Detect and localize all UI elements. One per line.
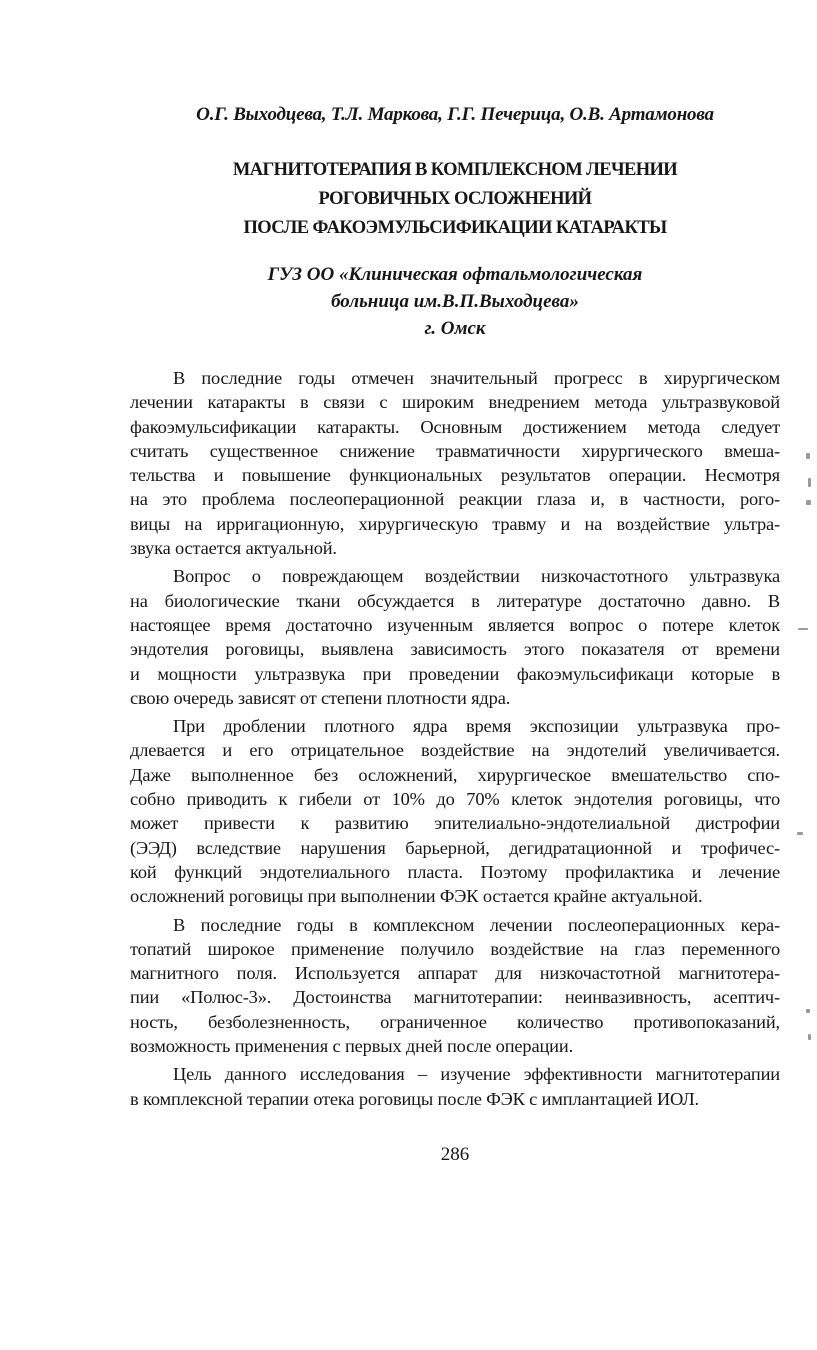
text-line: тельства и повышение функциональных результатов операции. Несмотря xyxy=(130,465,780,486)
scan-artifact xyxy=(797,832,803,835)
text-line: пии «Полюс-3». Достоинства магнитотерапии: неинвазивность, асептич- xyxy=(130,987,780,1008)
scan-artifact xyxy=(808,1034,811,1040)
affiliation xyxy=(180,261,730,342)
scan-artifact xyxy=(808,478,811,487)
text-line: эндотелия роговицы, выявлена зависимость этого показателя от времени xyxy=(130,639,780,660)
paragraph-3 xyxy=(130,714,780,908)
article-title xyxy=(150,156,760,243)
text-line: ность, безболезненность, ограниченное количество противопоказаний, xyxy=(130,1011,780,1032)
text-line: считать существенное снижение травматичности хирургического вмеша- xyxy=(130,440,780,461)
page-number: 286 xyxy=(440,1144,470,1165)
text-line: настоящее время достаточно изученным является вопрос о потере клеток xyxy=(130,614,780,635)
text-line: Даже выполненное без осложнений, хирургическое вмешательство спо- xyxy=(130,764,780,785)
text-line: возможность применения с первых дней после операции. xyxy=(130,1036,574,1057)
article-body xyxy=(130,366,780,1115)
text-line: кой функций эндотелиального пласта. Поэтому профилактика и лечение xyxy=(130,861,780,882)
text-line: Цель данного исследования – изучение эффективности магнитотерапии xyxy=(173,1064,780,1085)
scan-artifact xyxy=(806,1009,810,1013)
text-line: В последние годы отмечен значительный прогресс в хирургическом xyxy=(173,368,780,388)
text-line: магнитного поля. Используется аппарат для низкочастотной магнитотера- xyxy=(130,963,780,984)
text-line: свою очередь зависят от степени плотности ядра. xyxy=(130,687,511,708)
text-line: на это проблема послеоперационной реакции глаза и, в частности, рого- xyxy=(130,489,780,510)
text-line: При дроблении плотного ядра время экспозиции ультразвука про- xyxy=(173,716,780,737)
text-line: на биологические ткани обсуждается в литературе достаточно давно. В xyxy=(130,590,780,611)
scan-artifact xyxy=(806,500,811,505)
text-line: (ЭЭД) вследствие нарушения барьерной, дегидратационной и трофичес- xyxy=(130,837,780,858)
text-line: вицы на ирригационную, хирургическую травму и на воздействие ультра- xyxy=(130,513,780,534)
text-line: может привести к развитию эпителиально-эндотелиальной дистрофии xyxy=(130,813,780,834)
text-line: и мощности ультразвука при проведении факоэмульсификаци которые в xyxy=(130,663,780,684)
text-line: в комплексной терапии отека роговицы после ФЭК с имплантацией ИОЛ. xyxy=(130,1088,699,1109)
title-line: ПОСЛЕ ФАКОЭМУЛЬСИФИКАЦИИ КАТАРАКТЫ xyxy=(243,218,667,238)
paragraph-2 xyxy=(130,564,780,710)
text-line: длевается и его отрицательное воздействие на эндотелий увеличивается. xyxy=(130,740,780,761)
affiliation-city: г. Омск xyxy=(424,318,486,339)
scan-artifact xyxy=(806,453,810,459)
scan-artifact xyxy=(798,628,808,630)
paragraph-5 xyxy=(130,1062,780,1111)
paragraph-4 xyxy=(130,913,780,1059)
authors-line: О.Г. Выходцева, Т.Л. Маркова, Г.Г. Печерица, О.В. Артамонова xyxy=(196,104,714,125)
text-line: осложнений роговицы при выполнении ФЭК остается крайне актуальной. xyxy=(130,886,703,907)
affiliation-line: ГУЗ ОО «Клиническая офтальмологическая xyxy=(267,264,643,285)
paragraph-1 xyxy=(130,366,780,560)
text-line: факоэмульсификации катаракты. Основным достижением метода следует xyxy=(130,416,780,437)
text-line: лечении катаракты в связи с широким внедрением метода ультразвуковой xyxy=(130,392,780,413)
text-line: топатий широкое применение получило воздействие на глаз переменного xyxy=(130,938,780,959)
affiliation-line: больница им.В.П.Выходцева» xyxy=(331,291,579,312)
text-line: В последние годы в комплексном лечении послеоперационных кера- xyxy=(173,914,780,935)
title-line: РОГОВИЧНЫХ ОСЛОЖНЕНИЙ xyxy=(318,189,592,209)
text-line: собно приводить к гибели от 10% до 70% клеток эндотелия роговицы, что xyxy=(130,789,780,810)
title-line: МАГНИТОТЕРАПИЯ В КОМПЛЕКСНОМ ЛЕЧЕНИИ xyxy=(232,160,678,180)
text-line: Вопрос о повреждающем воздействии низкочастотного ультразвука xyxy=(173,566,780,587)
text-line: звука остается актуальной. xyxy=(130,538,337,559)
